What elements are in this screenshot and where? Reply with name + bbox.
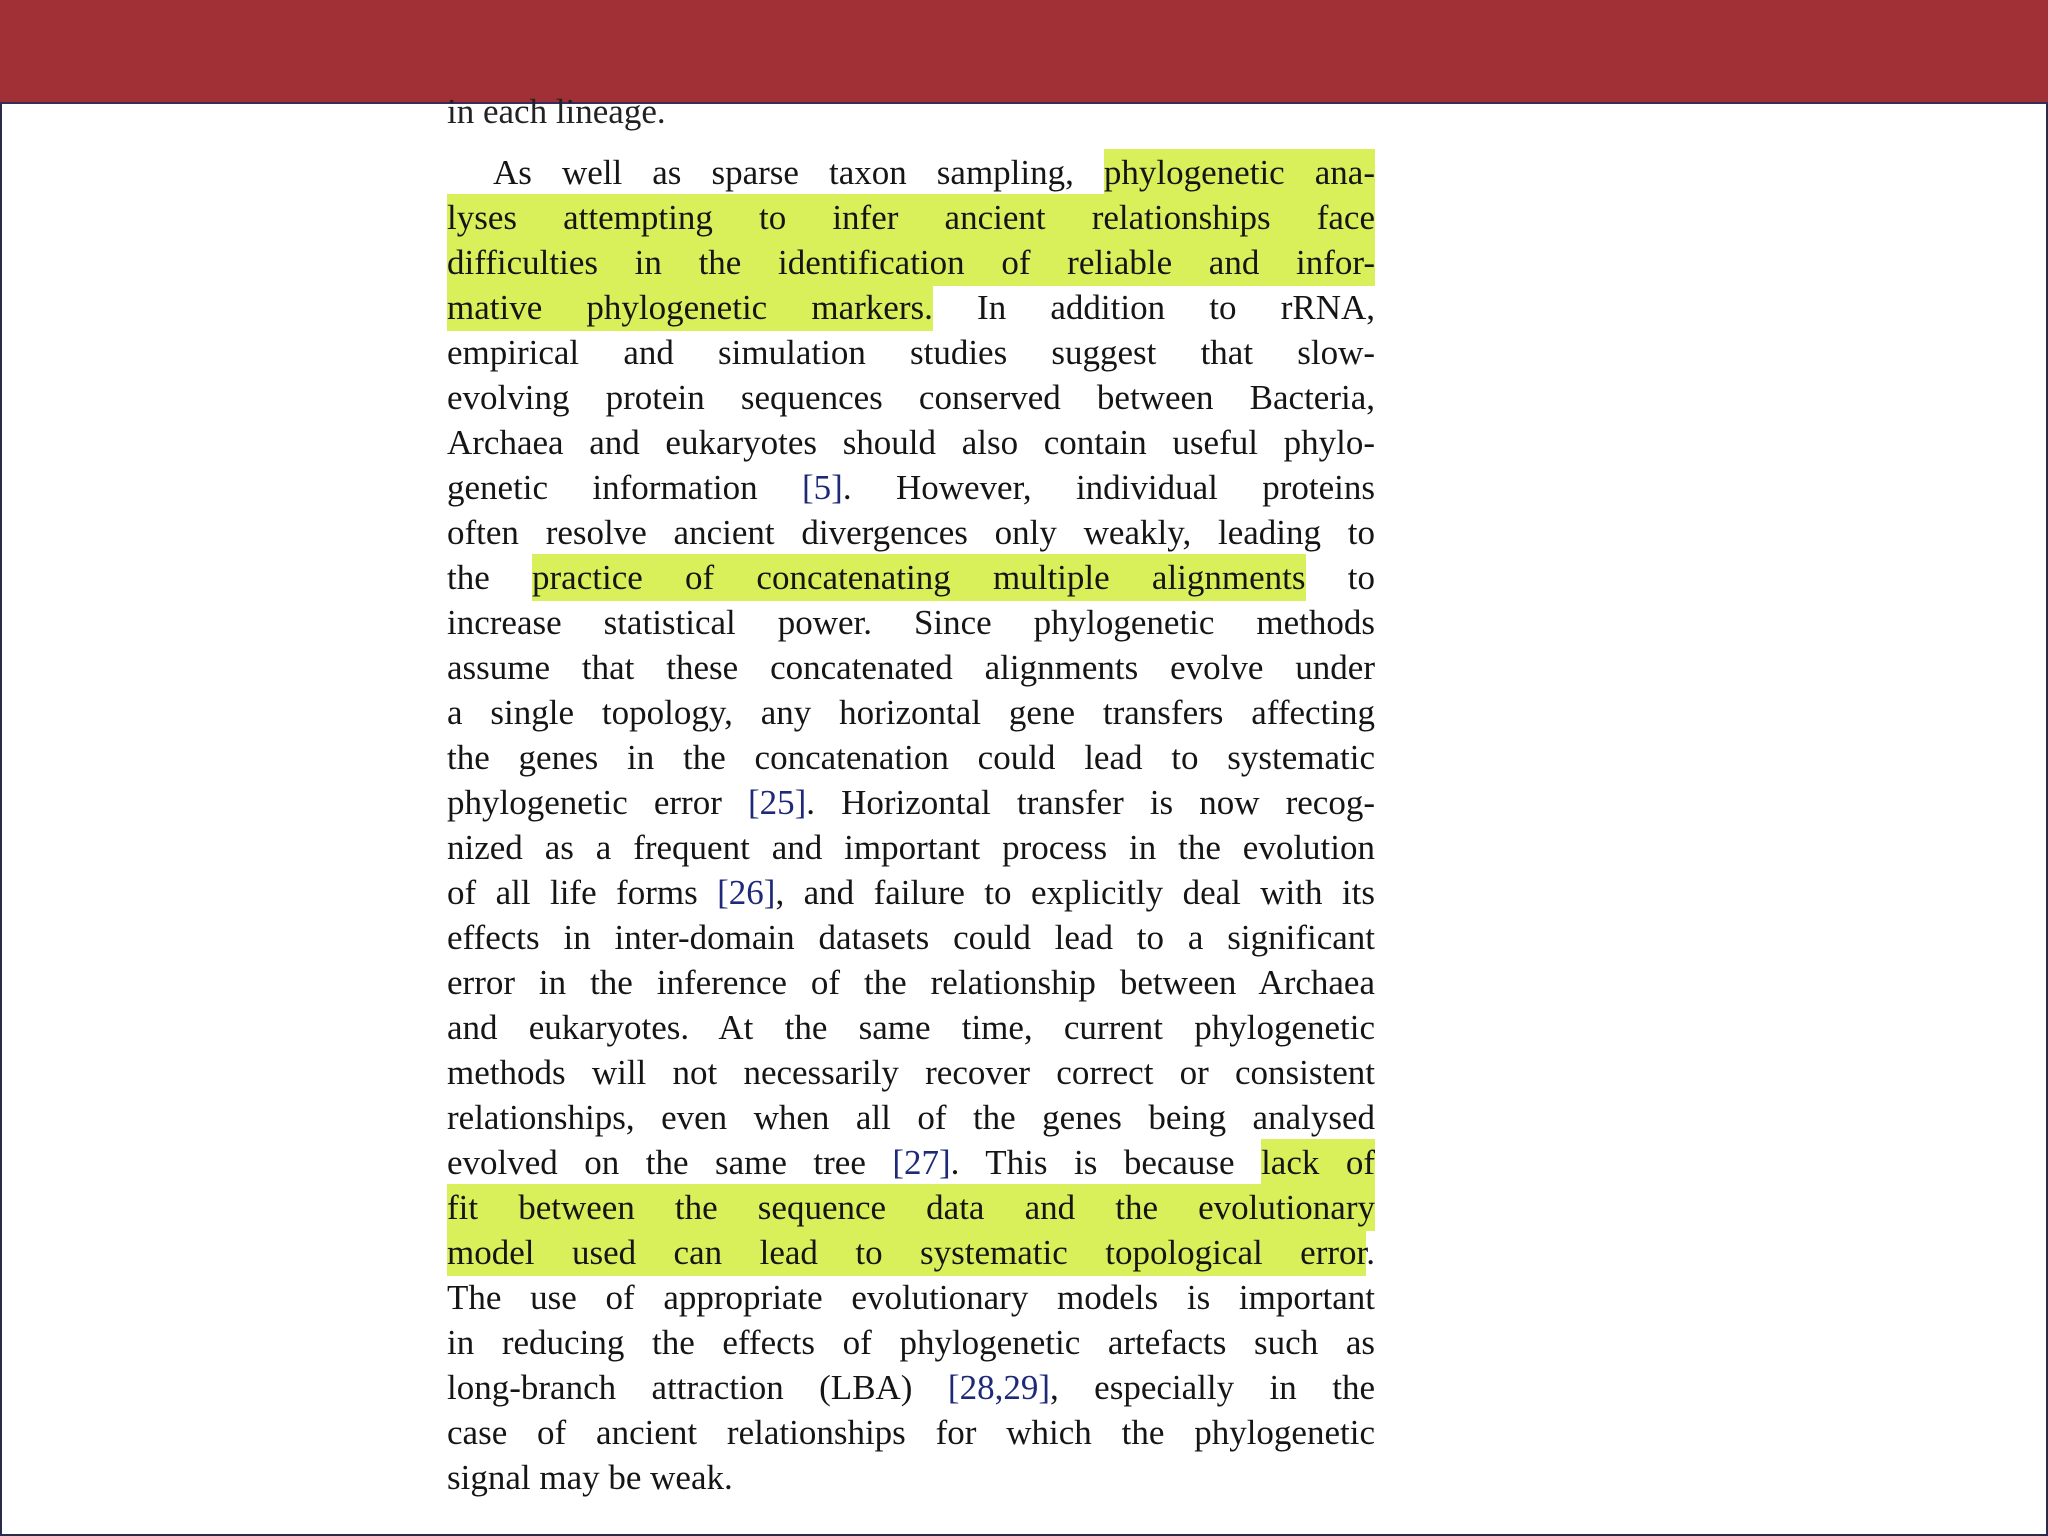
- text-line: [447, 690, 1375, 735]
- text-segment: Archaea and eukaryotes should also contain useful phylo-: [447, 423, 1375, 462]
- highlighted-text: lyses attempting to infer ancient relationships face: [447, 194, 1375, 241]
- text-line: [447, 330, 1375, 375]
- text-line: [447, 555, 1375, 600]
- text-segment: effects in inter-domain datasets could lead to a significant: [447, 918, 1375, 957]
- text-segment: the: [447, 558, 533, 597]
- text-segment: relationships, even when all of the genes being analysed: [447, 1098, 1375, 1137]
- text-line: [447, 1185, 1375, 1230]
- text-segment: genetic information: [447, 468, 803, 507]
- text-segment: empirical and simulation studies suggest that slow-: [447, 333, 1375, 372]
- text-line: [447, 1050, 1375, 1095]
- highlighted-text: fit between the sequence data and the evolutionary: [447, 1184, 1375, 1231]
- header-bar: [0, 0, 2048, 104]
- text-line: [447, 780, 1375, 825]
- text-segment: often resolve ancient divergences only weakly, leading to: [447, 513, 1375, 552]
- text-segment: of all life forms: [447, 873, 718, 912]
- text-segment: to: [1305, 558, 1375, 597]
- text-segment: signal may be weak.: [447, 1458, 733, 1497]
- text-segment: The use of appropriate evolutionary models is important: [447, 1278, 1375, 1317]
- text-segment: . This is because: [950, 1143, 1262, 1182]
- text-line: [447, 825, 1375, 870]
- text-line: [447, 195, 1375, 240]
- text-line: [447, 1455, 1375, 1500]
- highlighted-text: model used can lead to systematic topological error: [447, 1229, 1366, 1276]
- text-segment: case of ancient relationships for which the phylogenetic: [447, 1413, 1375, 1452]
- cut-off-text: in each lineage.: [447, 92, 666, 131]
- text-line: [447, 1095, 1375, 1140]
- citation-link[interactable]: [27]: [892, 1143, 951, 1182]
- text-segment: In addition to rRNA,: [932, 288, 1376, 327]
- text-line: [447, 735, 1375, 780]
- text-line: [447, 870, 1375, 915]
- text-line: [447, 960, 1375, 1005]
- highlighted-text: phylogenetic ana-: [1104, 149, 1375, 196]
- text-line: [447, 1275, 1375, 1320]
- text-line: [447, 645, 1375, 690]
- text-segment: methods will not necessarily recover correct or consistent: [447, 1053, 1375, 1092]
- text-line: [447, 465, 1375, 510]
- text-segment: , and failure to explicitly deal with its: [775, 873, 1375, 912]
- text-line: [447, 1005, 1375, 1050]
- citation-link[interactable]: [28,29]: [947, 1368, 1050, 1407]
- text-segment: . However, individual proteins: [842, 468, 1375, 507]
- text-segment: in reducing the effects of phylogenetic artefacts such as: [447, 1323, 1375, 1362]
- text-line: [447, 1230, 1375, 1275]
- article-paragraph: [447, 150, 1375, 1500]
- text-line: [447, 1140, 1375, 1185]
- highlighted-text: mative phylogenetic markers.: [447, 284, 933, 331]
- highlighted-text: practice of concatenating multiple alignments: [532, 554, 1306, 601]
- cut-off-text-line: [447, 92, 747, 140]
- text-segment: long-branch attraction (LBA): [447, 1368, 948, 1407]
- text-line: [447, 285, 1375, 330]
- highlighted-text: difficulties in the identification of reliable and infor-: [447, 239, 1375, 286]
- text-segment: nized as a frequent and important process in the evolution: [447, 828, 1375, 867]
- text-line: [447, 510, 1375, 555]
- text-segment: evolved on the same tree: [447, 1143, 893, 1182]
- text-line: [447, 1320, 1375, 1365]
- text-segment: . Horizontal transfer is now recog-: [806, 783, 1375, 822]
- text-segment: , especially in the: [1049, 1368, 1375, 1407]
- text-segment: assume that these concatenated alignments evolve under: [447, 648, 1375, 687]
- text-segment: increase statistical power. Since phylogenetic methods: [447, 603, 1375, 642]
- text-line: [447, 150, 1375, 195]
- text-segment: .: [1366, 1233, 1375, 1272]
- text-segment: and eukaryotes. At the same time, current phylogenetic: [447, 1008, 1375, 1047]
- text-line: [447, 915, 1375, 960]
- citation-link[interactable]: [5]: [802, 468, 843, 507]
- text-line: [447, 1410, 1375, 1455]
- text-line: [447, 240, 1375, 285]
- text-segment: error in the inference of the relationship between Archaea: [447, 963, 1375, 1002]
- text-line: [447, 375, 1375, 420]
- text-segment: evolving protein sequences conserved between Bacteria,: [447, 378, 1375, 417]
- highlighted-text: lack of: [1261, 1139, 1375, 1186]
- text-line: [447, 420, 1375, 465]
- text-segment: phylogenetic error: [447, 783, 748, 822]
- citation-link[interactable]: [25]: [747, 783, 807, 822]
- text-segment: a single topology, any horizontal gene transfers affecting: [447, 693, 1375, 732]
- text-segment: As well as sparse taxon sampling,: [493, 153, 1104, 192]
- citation-link[interactable]: [26]: [717, 873, 776, 912]
- text-line: [447, 600, 1375, 645]
- text-segment: the genes in the concatenation could lead to systematic: [447, 738, 1375, 777]
- text-line: [447, 1365, 1375, 1410]
